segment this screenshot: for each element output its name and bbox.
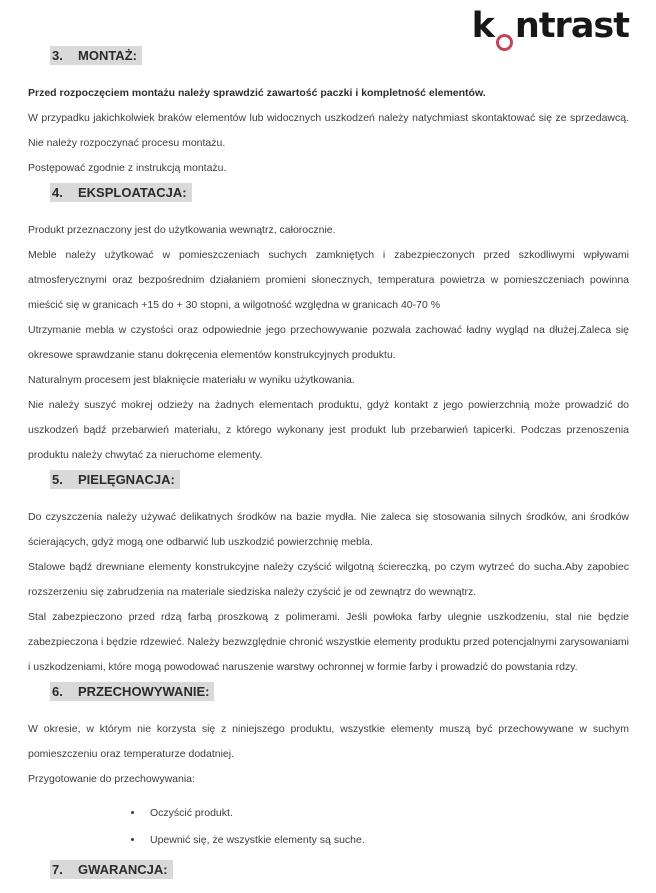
- section-heading-highlight: [50, 183, 192, 202]
- paragraph: Postępować zgodnie z instrukcją montażu.: [28, 162, 227, 174]
- section-number: 3.: [52, 48, 63, 63]
- section-eksploatacja: [28, 183, 629, 468]
- paragraph: Nie należy suszyć mokrej odzieży na żadnych elementach produktu, gdyż kontakt z jego powierzchnią może prowadzić do uszkodzeń bądź przebarwień materiału, z którego wykonany jest produkt lub przebarwień tapicerki. Podczas przenoszenia produktu należy chwytać za nieruchome elementy.: [28, 399, 629, 461]
- section-title: PIELĘGNACJA:: [78, 472, 175, 487]
- bullet-item: • Upewnić się, że wszystkie elementy są suche.: [144, 827, 629, 854]
- section-gwarancja: [28, 860, 629, 880]
- section-number: 5.: [52, 472, 63, 487]
- bullet-list: [28, 800, 629, 853]
- section-heading-przechowywanie: [50, 682, 629, 702]
- logo-o-ring-icon: [496, 34, 513, 51]
- paragraph: W przypadku jakichkolwiek braków elementów lub widocznych uszkodzeń należy natychmiast skontaktować się ze sprzedawcą. Nie należy rozpoczynać procesu montażu.: [28, 112, 629, 149]
- section-montaz: [28, 46, 629, 181]
- section-heading-highlight: [50, 682, 214, 701]
- section-heading-highlight: [50, 860, 173, 879]
- section-number: 4.: [52, 185, 63, 200]
- logo-text-suffix: ntrast: [514, 6, 629, 46]
- paragraph: Naturalnym procesem jest blaknięcie materiału w wyniku użytkowania.: [28, 374, 355, 386]
- section-heading-highlight: [50, 470, 180, 489]
- section-title: PRZECHOWYWANIE:: [78, 684, 210, 699]
- paragraph: Stal zabezpieczono przed rdzą farbą proszkową z polimerami. Jeśli powłoka farby ulegnie uszkodzeniu, stal nie będzie zabezpieczona i będzie rdzewieć. Należy bezwzględnie chronić wszystkie elementy produktu przed potencjalnymi zarysowaniami i uszkodzeniami, które mogą powodować naruszenie warstwy ochronnej w formie farby i prowadzić do powstania rdzy.: [28, 611, 629, 673]
- bullet-item: • Oczyścić produkt.: [144, 800, 629, 827]
- document-body: [28, 46, 629, 880]
- section-title: EKSPLOATACJA:: [78, 185, 187, 200]
- section-heading-eksploatacja: [50, 183, 629, 203]
- section-pielegnacja: [28, 470, 629, 680]
- logo-text-prefix: k: [471, 6, 494, 46]
- paragraph: Meble należy użytkować w pomieszczeniach suchych zamkniętych i zabezpieczonych przed szkodliwymi wpływami atmosferycznymi oraz bezpośrednim działaniem promieni słonecznych, temperatura powietrza w pomieszczeniach powinna mieścić się w granicach +15 do + 30 stopni, a wilgotność względna w granicach 40-70 %: [28, 249, 629, 311]
- paragraph: Przed rozpoczęciem montażu należy sprawdzić zawartość paczki i kompletność elementów.: [28, 87, 486, 99]
- paragraph: Przygotowanie do przechowywania:: [28, 773, 195, 785]
- section-number: 7.: [52, 862, 63, 877]
- paragraph: Stalowe bądź drewniane elementy konstrukcyjne należy czyścić wilgotną ściereczką, po czym wytrzeć do sucha.Aby zapobiec rozszerzeniu się zabrudzenia na materiale siedziska należy czyścić je od zewnątrz do wewnątrz.: [28, 561, 629, 598]
- section-heading-highlight: [50, 46, 142, 65]
- paragraph: Utrzymanie mebla w czystości oraz odpowiednie jego przechowywanie pozwala zachować ładny wygląd na dłużej.Zaleca się okresowe sprawdzanie stanu dokręcenia elementów konstrukcyjnych produktu.: [28, 324, 629, 361]
- paragraph: W okresie, w którym nie korzysta się z niniejszego produktu, wszystkie elementy muszą być przechowywane w suchym pomieszczeniu oraz temperaturze dodatniej.: [28, 723, 629, 760]
- section-title: MONTAŻ:: [78, 48, 137, 63]
- paragraph: Produkt przeznaczony jest do użytkowania wewnątrz, całorocznie.: [28, 224, 336, 236]
- section-title: GWARANCJA:: [78, 862, 168, 877]
- section-heading-pielegnacja: [50, 470, 629, 490]
- paragraph: Do czyszczenia należy używać delikatnych środków na bazie mydła. Nie zaleca się stosowania silnych środków, ani środków ścierających, gdyż mogą one odbarwić lub uszkodzić powierzchnię mebla.: [28, 511, 629, 548]
- logo-kontrast: [472, 6, 629, 51]
- section-heading-gwarancja: [50, 860, 629, 880]
- section-number: 6.: [52, 684, 63, 699]
- section-przechowywanie: [28, 682, 629, 853]
